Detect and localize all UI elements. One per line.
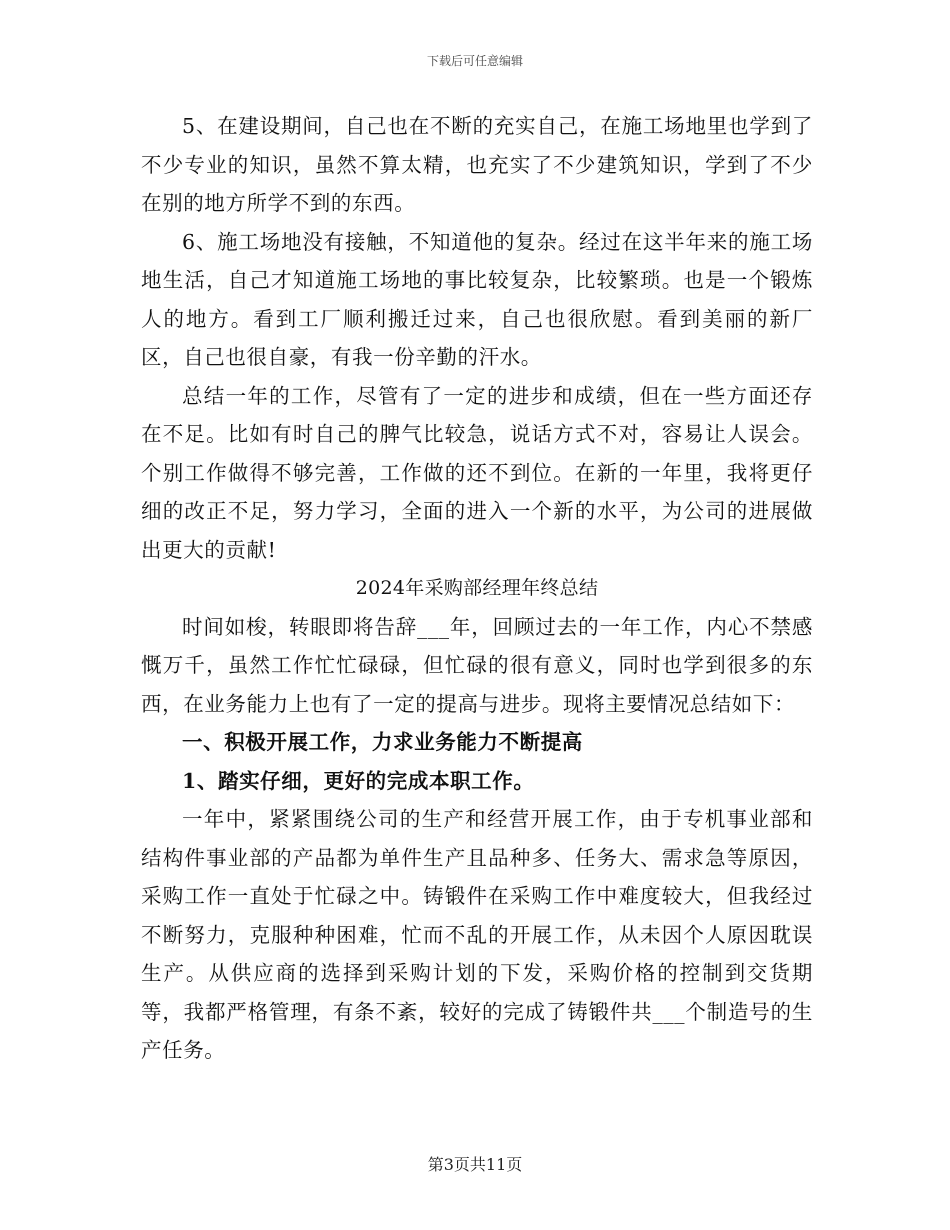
paragraph-intro: 时间如梭，转眼即将告辞___年，回顾过去的一年工作，内心不禁感慨万千，虽然工作忙忙碌碌，但忙碌的很有意义，同时也学到很多的东西，在业务能力上也有了一定的提高与进步。现将主要情况总结如下： [141,614,813,716]
page-header-note: 下载后可任意编辑 [426,54,523,68]
paragraph-work-detail: 一年中，紧紧围绕公司的生产和经营开展工作，由于专机事业部和结构件事业部的产品都为单件生产且品种多、任务大、需求急等原因，采购工作一直处于忙碌之中。铸锻件在采购工作中难度较大，但我经过不断努力，克服种种困难，忙而不乱的开展工作，从未因个人原因耽误生产。从供应商的选择到采购计划的下发，采购价格的控制到交货期等，我都严格管理，有条不紊，较好的完成了铸锻件共___个制造号的生产任务。 [141,807,813,1062]
document-title: 2024年采购部经理年终总结 [355,577,599,599]
paragraph-item-5: 5、在建设期间，自己也在不断的充实自己，在施工场地里也学到了不少专业的知识，虽然不算太精，也充实了不少建筑知识，学到了不少在别的地方所学不到的东西。 [141,114,813,215]
document-body [141,107,813,1070]
section-heading-1: 一、积极开展工作，力求业务能力不断提高 [182,730,583,754]
page-number: 第3页共11页 [427,1155,523,1174]
subsection-heading-1: 1、踏实仔细，更好的完成本职工作。 [182,768,535,793]
paragraph-summary: 总结一年的工作，尽管有了一定的进步和成绩，但在一些方面还存在不足。比如有时自己的脾气比较急，说话方式不对，容易让人误会。个别工作做得不够完善，工作做的还不到位。在新的一年里，我将更仔细的改正不足，努力学习，全面的进入一个新的水平，为公司的进展做出更大的贡献! [141,383,813,562]
paragraph-item-6: 6、施工场地没有接触，不知道他的复杂。经过在这半年来的施工场地生活，自己才知道施工场地的事比较复杂，比较繁琐。也是一个锻炼人的地方。看到工厂顺利搬迁过来，自己也很欣慰。看到美丽的新厂区，自己也很自豪，有我一份辛勤的汗水。 [141,229,813,369]
